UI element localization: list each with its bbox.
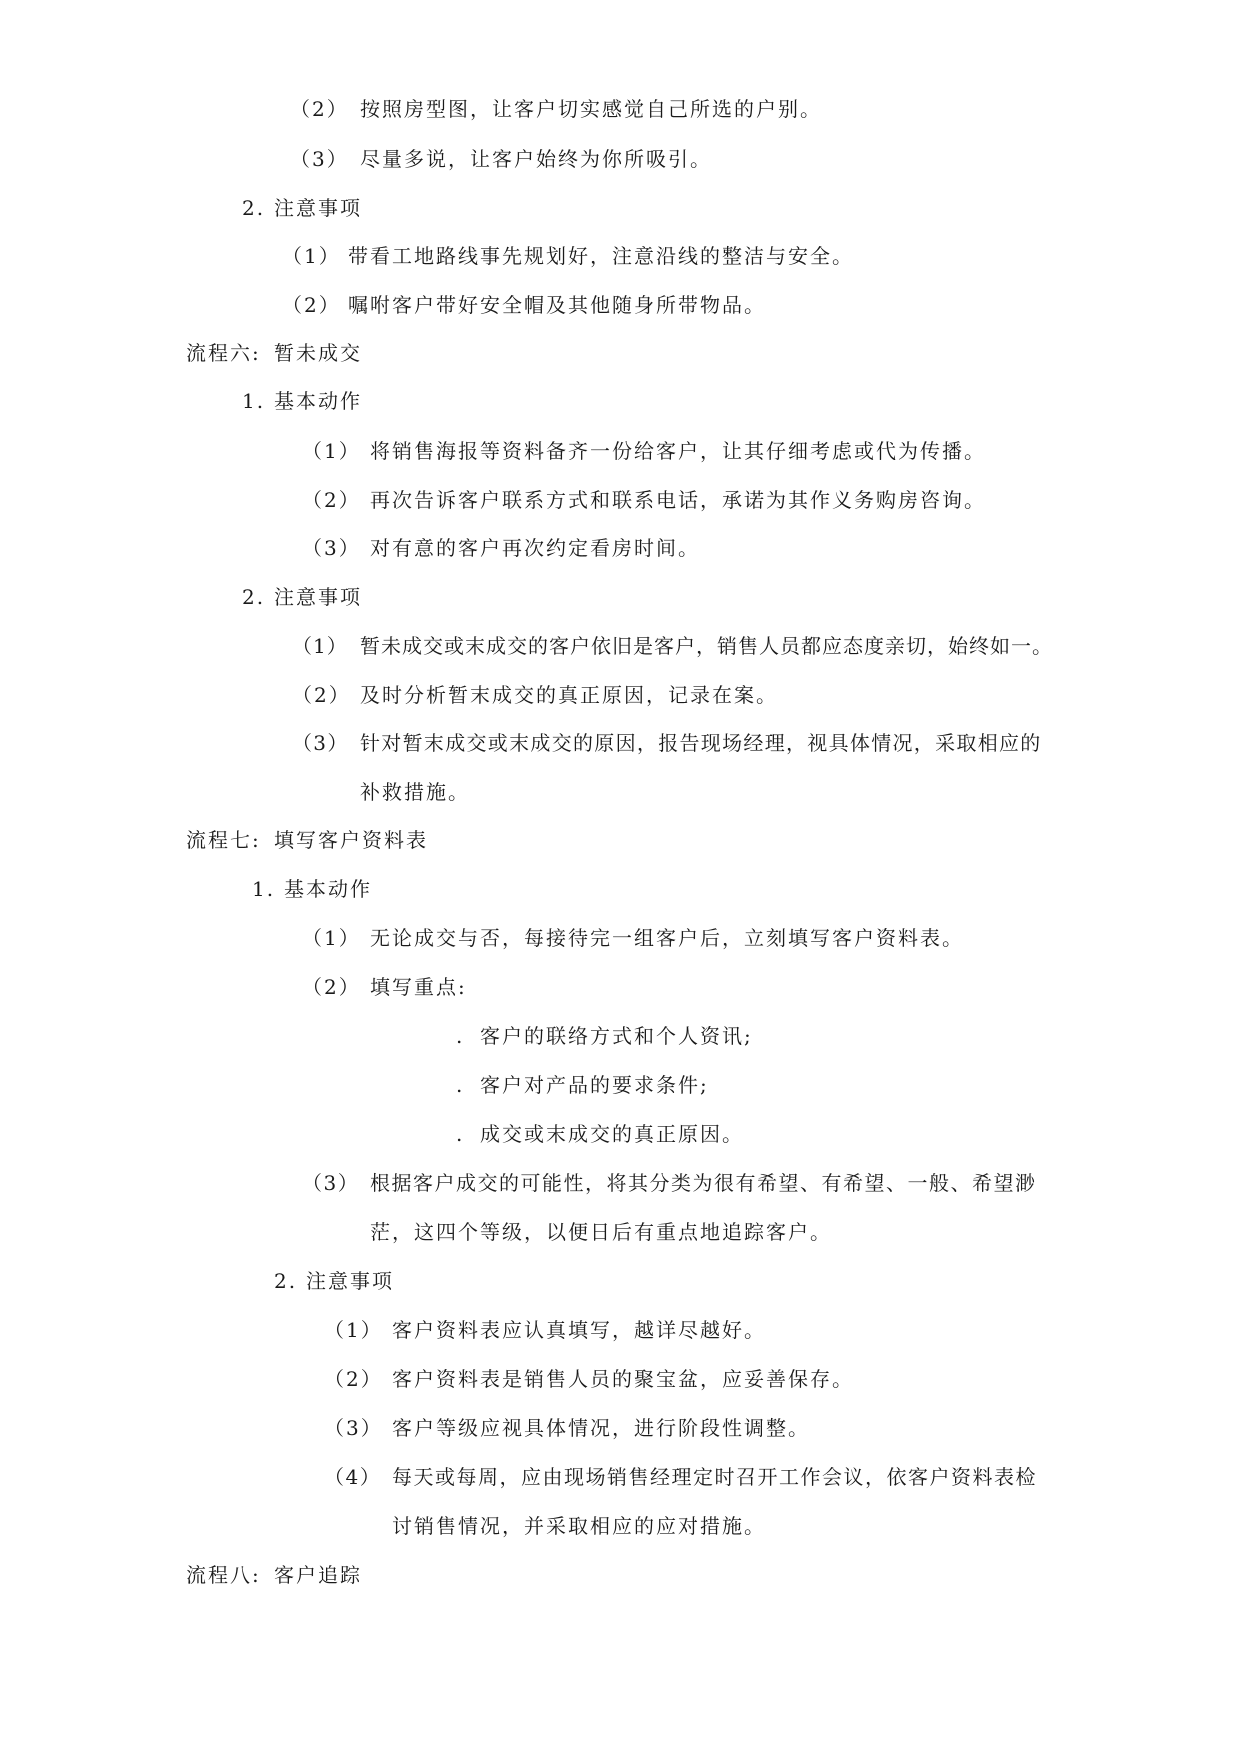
bullet-item [456,1023,753,1049]
item-number: （2） [302,975,361,999]
item-number: （3） [324,1416,383,1440]
item-text: 客户对产品的要求条件; [480,1073,709,1097]
list-item [292,730,1042,756]
item-number: （3） [302,1171,360,1195]
section-heading [186,1562,362,1588]
section-heading [186,340,362,366]
item-text: 嘱咐客户带好安全帽及其他随身所带物品。 [348,293,766,317]
list-item [324,1317,766,1343]
section-label: 流程七: [186,828,261,852]
list-item-continuation [360,779,470,805]
sub-heading [242,195,362,221]
item-number: 2. [274,1269,298,1293]
item-text: 客户资料表应认真填写，越详尽越好。 [392,1318,766,1342]
sub-heading [242,388,362,414]
list-item [302,1170,1037,1196]
list-item [324,1366,854,1392]
item-text: 客户资料表是销售人员的聚宝盆，应妥善保存。 [392,1367,854,1391]
section-heading [186,827,428,853]
item-text: 注意事项 [274,585,362,609]
item-text: 补救措施。 [360,780,470,804]
list-item [290,96,822,122]
section-title: 填写客户资料表 [274,828,428,852]
item-text: 带看工地路线事先规划好，注意沿线的整洁与安全。 [348,244,854,268]
item-number: （2） [324,1367,383,1391]
list-item [324,1464,1037,1490]
item-text: 茫，这四个等级，以便日后有重点地追踪客户。 [370,1220,832,1244]
list-item-continuation [392,1513,766,1539]
list-item [292,682,778,708]
item-text: 注意事项 [306,1269,394,1293]
item-text: 客户的联络方式和个人资讯; [480,1024,753,1048]
item-number: （2） [290,97,349,121]
list-item [282,292,766,318]
item-text: 讨销售情况，并采取相应的应对措施。 [392,1514,766,1538]
item-text: 及时分析暂末成交的真正原因，记录在案。 [360,683,778,707]
item-number: （2） [302,488,361,512]
item-number: 2. [242,585,266,609]
section-title: 客户追踪 [274,1563,362,1587]
item-number: （2） [282,293,341,317]
item-text: 无论成交与否，每接待完一组客户后，立刻填写客户资料表。 [370,926,964,950]
list-item [290,146,712,172]
sub-heading [252,876,372,902]
item-text: 注意事项 [274,196,362,220]
item-text: 客户等级应视具体情况，进行阶段性调整。 [392,1416,810,1440]
list-item [302,974,467,1000]
item-text: 针对暂末成交或末成交的原因，报告现场经理，视具体情况，采取相应的 [360,731,1042,755]
item-number: （3） [290,147,349,171]
item-text: 将销售海报等资料备齐一份给客户，让其仔细考虑或代为传播。 [370,439,986,463]
item-text: 根据客户成交的可能性，将其分类为很有希望、有希望、一般、希望渺 [370,1171,1037,1195]
item-number: （3） [302,536,361,560]
item-number: （1） [282,244,341,268]
list-item [324,1415,810,1441]
item-text: 每天或每周，应由现场销售经理定时召开工作会议，依客户资料表检 [392,1465,1037,1489]
item-text: 再次告诉客户联系方式和联系电话，承诺为其作义务购房咨询。 [370,488,986,512]
item-number: （3） [292,731,349,755]
bullet: . [456,1024,465,1048]
item-number: （4） [324,1465,382,1489]
list-item [302,925,964,951]
item-number: （2） [292,683,351,707]
list-item [302,487,986,513]
list-item [282,243,854,269]
bullet: . [456,1122,465,1146]
sub-heading [274,1268,394,1294]
item-number: 1. [252,877,276,901]
item-text: 基本动作 [284,877,372,901]
item-text: 成交或末成交的真正原因。 [480,1122,744,1146]
section-title: 暂未成交 [274,341,362,365]
item-text: 填写重点: [370,975,467,999]
item-text: 对有意的客户再次约定看房时间。 [370,536,700,560]
list-item [302,535,700,561]
list-item [292,633,1053,659]
item-number: 1. [242,389,266,413]
item-number: （1） [302,926,361,950]
item-number: （1） [292,634,348,658]
bullet: . [456,1073,465,1097]
bullet-item [456,1121,744,1147]
item-number: （1） [324,1318,383,1342]
list-item-continuation [370,1219,832,1245]
list-item [302,438,986,464]
item-number: 2. [242,196,266,220]
section-label: 流程六: [186,341,261,365]
section-label: 流程八: [186,1563,261,1587]
item-text: 尽量多说，让客户始终为你所吸引。 [360,147,712,171]
item-text: 按照房型图，让客户切实感觉自己所选的户别。 [360,97,822,121]
bullet-item [456,1072,709,1098]
sub-heading [242,584,362,610]
item-text: 暂未成交或末成交的客户依旧是客户，销售人员都应态度亲切，始终如一。 [360,634,1053,658]
item-text: 基本动作 [274,389,362,413]
item-number: （1） [302,439,361,463]
